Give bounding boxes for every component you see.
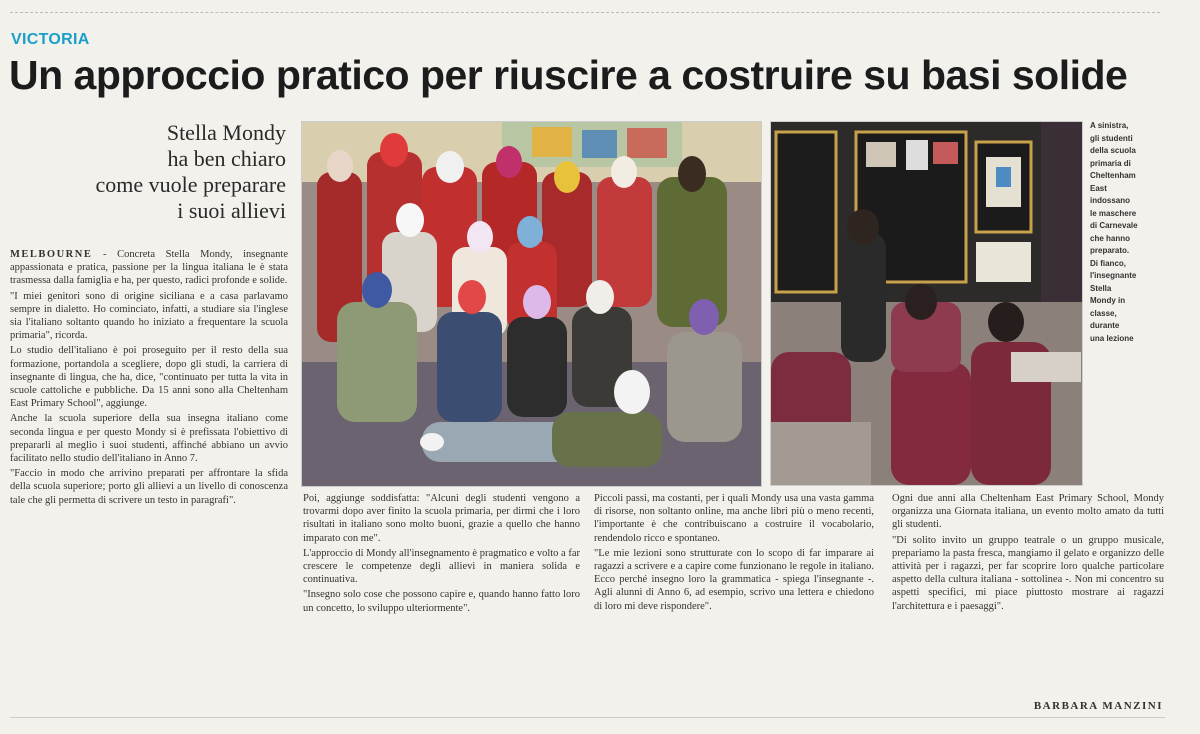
classroom-photo — [770, 121, 1083, 486]
article-paragraph: L'approccio di Mondy all'insegnamento è pragmatico e volto a far crescere le competenze degli allievi in maniera solida e continuativa. — [303, 547, 580, 586]
caption-line: Cheltenham — [1090, 171, 1136, 180]
section-label: VICTORIA — [11, 31, 90, 48]
article-paragraph: Poi, aggiunge soddisfatta: "Alcuni degli studenti vengono a trovarmi dopo aver finito la scuola primaria, per dirmi che i loro risultati in italiano sono molto buoni, grazie a quello che hanno imparato con me". — [303, 493, 580, 544]
caption-line: l'insegnante — [1090, 271, 1137, 280]
article-paragraph: Ogni due anni alla Cheltenham East Primary School, Mondy organizza una Giornata italiana, un evento molto amato da tutti gli studenti. — [892, 493, 1164, 531]
photo-caption — [1090, 120, 1160, 345]
article-column-4 — [892, 492, 1164, 615]
caption-line: preparato. — [1090, 246, 1130, 255]
byline: BARBARA MANZINI — [1033, 700, 1163, 712]
caption-line: primaria di — [1090, 158, 1131, 168]
article-column-1 — [10, 248, 288, 509]
deck-line: come vuole preparare — [95, 172, 286, 197]
dateline: MELBOURNE — [10, 249, 93, 260]
article-paragraph: MELBOURNE - Concreta Stella Mondy, insegnante appassionata e pratica, passione per la lingua italiana le è stata trasmessa dalla famiglia e ha, per questo, radici profonde e solide. — [10, 249, 288, 287]
caption-line: gli studenti — [1090, 133, 1133, 143]
caption-line: una lezione — [1090, 333, 1134, 343]
deck-line: Stella Mondy — [166, 120, 286, 145]
headline: Un approccio pratico per riuscire a costruire su basi solide — [9, 52, 1128, 98]
caption-line: Mondy in — [1090, 296, 1126, 305]
article-paragraph: "I miei genitori sono di origine siciliana e a casa parlavamo sempre in dialetto. Ho cominciato, infatti, a studiare sia l'inglese sia l'italiano soltanto quando ho iniziato a frequentare la scuola primaria", ricorda. — [10, 290, 288, 342]
students-masks-photo — [301, 121, 762, 487]
caption-line: le maschere — [1090, 208, 1137, 218]
caption-line: che hanno — [1090, 233, 1131, 243]
caption-line: Di fianco, — [1090, 258, 1127, 268]
article-paragraph: "Faccio in modo che arrivino preparati per affrontare la sfida della scuola superiore; porto gli allievi a un livello di conoscenza tale che gli permetta di scrivere un testo in paragrafi". — [10, 468, 288, 506]
caption-line: di Carnevale — [1090, 221, 1138, 230]
article-paragraph: "Di solito invito un gruppo teatrale o un gruppo musicale, prepariamo la pasta fresca, mangiamo il gelato e organizzo delle attività per i ragazzi, per far scoprire loro qualche particolare aspetto della cultura italiana - sottolinea -. Non mi concentro su aspetti specifici, mi piace piuttosto mostrare ai ragazzi l'architettura e i paesaggi". — [892, 534, 1164, 612]
caption-line: della scuola — [1090, 146, 1136, 155]
article-column-3 — [594, 492, 874, 615]
caption-line: Stella — [1090, 283, 1112, 293]
caption-line: durante — [1090, 321, 1120, 330]
caption-line: classe, — [1090, 308, 1117, 318]
article-paragraph: "Insegno solo cose che possono capire e, quando hanno fatto loro un concetto, lo sviluppo ulteriormente". — [303, 589, 580, 614]
article-paragraph: Piccoli passi, ma costanti, per i quali Mondy usa una vasta gamma di risorse, non soltanto online, ma anche libri più o meno recenti, l'importante è che contribuiscano a costruire il vocabolario, rendendolo ricco e spontaneo. — [594, 493, 874, 544]
deck — [20, 120, 286, 224]
caption-line: East — [1090, 183, 1107, 193]
bottom-rule — [10, 717, 1165, 718]
caption-line: A sinistra, — [1090, 121, 1129, 130]
deck-line: i suoi allievi — [177, 198, 286, 223]
top-rule — [10, 12, 1160, 13]
article-paragraph: Lo studio dell'italiano è poi proseguito per il resto della sua formazione, portandola a scegliere, dopo gli studi, la carriera di insegnante di lingua, che ha, dice, "continuato per tutta la vita in scuole cattoliche e pubbliche. Da 15 anni sono alla Cheltenham East Primary School", aggiunge. — [10, 345, 288, 410]
article-column-2 — [303, 492, 580, 617]
deck-line: ha ben chiaro — [167, 146, 286, 171]
caption-line: indossano — [1090, 196, 1131, 205]
article-paragraph: "Le mie lezioni sono strutturate con lo scopo di far imparare ai ragazzi a scrivere e a capire come funzionano le regole in italiano. Ecco perché insegno loro la grammatica - spiega l'insegnante -. Agli alunni di Anno 6, ad esempio, scrivo una lettera e chiedono di loro mi deve rispondere". — [594, 547, 874, 612]
article-paragraph: Anche la scuola superiore della sua insegna italiano come seconda lingua e per questo Mondy si è prefissata l'obiettivo di prepararli al meglio i suoi studenti, affinché abbiano un avvio facilitato nello studio dell'italiano in Anno 7. — [10, 413, 288, 465]
